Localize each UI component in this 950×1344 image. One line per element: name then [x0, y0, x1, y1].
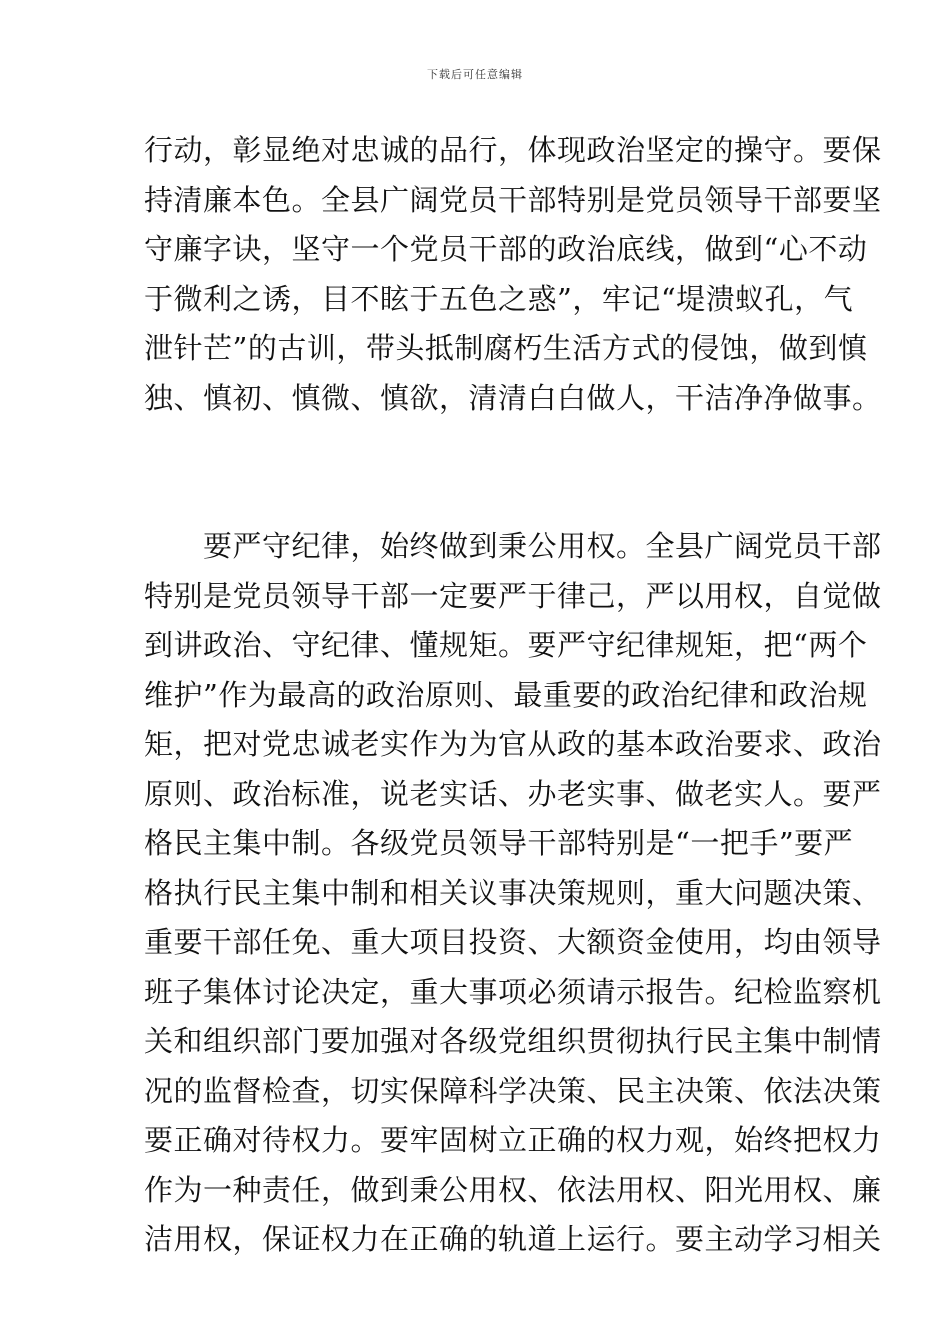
- text-line: 维护”作为最高的政治原则、最重要的政治纪律和政治规: [144, 677, 868, 712]
- text-line: 关和组织部门要加强对各级党组织贯彻执行民主集中制情: [144, 1024, 882, 1058]
- text-line: 原则、政治标准，说老实话、办老实事、做老实人。要严: [144, 776, 882, 811]
- text-line: 到讲政治、守纪律、懂规矩。要严守纪律规矩，把“两个: [144, 628, 868, 662]
- text-line: 格民主集中制。各级党员领导干部特别是“一把手”要严: [144, 826, 854, 860]
- text-line: 要严守纪律，始终做到秉公用权。全县广阔党员干部: [144, 529, 882, 563]
- paragraph-gap: [144, 473, 810, 523]
- paragraph-gap: [144, 423, 810, 473]
- paragraph-1: [144, 126, 882, 423]
- text-line: 特别是党员领导干部一定要严于律己，严以用权，自觉做: [144, 578, 882, 613]
- text-line: 守廉字诀，坚守一个党员干部的政治底线，做到“心不动: [144, 232, 868, 266]
- text-line: 要正确对待权力。要牢固树立正确的权力观，始终把权力: [144, 1123, 882, 1157]
- text-line: 作为一种责任，做到秉公用权、依法用权、阳光用权、廉: [144, 1172, 882, 1207]
- text-line: 行动，彰显绝对忠诚的品行，体现政治坚定的操守。要保: [144, 133, 882, 167]
- text-line: 况的监督检查，切实保障科学决策、民主决策、依法决策: [144, 1073, 882, 1108]
- document-body: [144, 126, 882, 1265]
- text-line: 班子集体讨论决定，重大事项必须请示报告。纪检监察机: [144, 974, 882, 1009]
- text-line: 重要干部任免、重大项目投资、大额资金使用，均由领导: [144, 925, 882, 959]
- text-line: 洁用权，保证权力在正确的轨道上运行。要主动学习相关: [144, 1222, 882, 1256]
- text-line: 泄针芒”的古训，带头抵制腐朽生活方式的侵蚀，做到慎: [144, 331, 868, 365]
- text-line: 矩，把对党忠诚老实作为为官从政的基本政治要求、政治: [144, 727, 882, 761]
- text-line: 独、慎初、慎微、慎欲，清清白白做人，干洁净净做事。: [144, 380, 882, 415]
- paragraph-2: [144, 522, 882, 1265]
- text-line: 持清廉本色。全县广阔党员干部特别是党员领导干部要坚: [144, 182, 882, 217]
- page-header: 下载后可任意编辑: [427, 68, 523, 81]
- text-line: 格执行民主集中制和相关议事决策规则，重大问题决策、: [144, 875, 882, 910]
- text-line: 于微利之诱，目不眩于五色之惑”，牢记“堤溃蚁孔，气: [144, 281, 854, 316]
